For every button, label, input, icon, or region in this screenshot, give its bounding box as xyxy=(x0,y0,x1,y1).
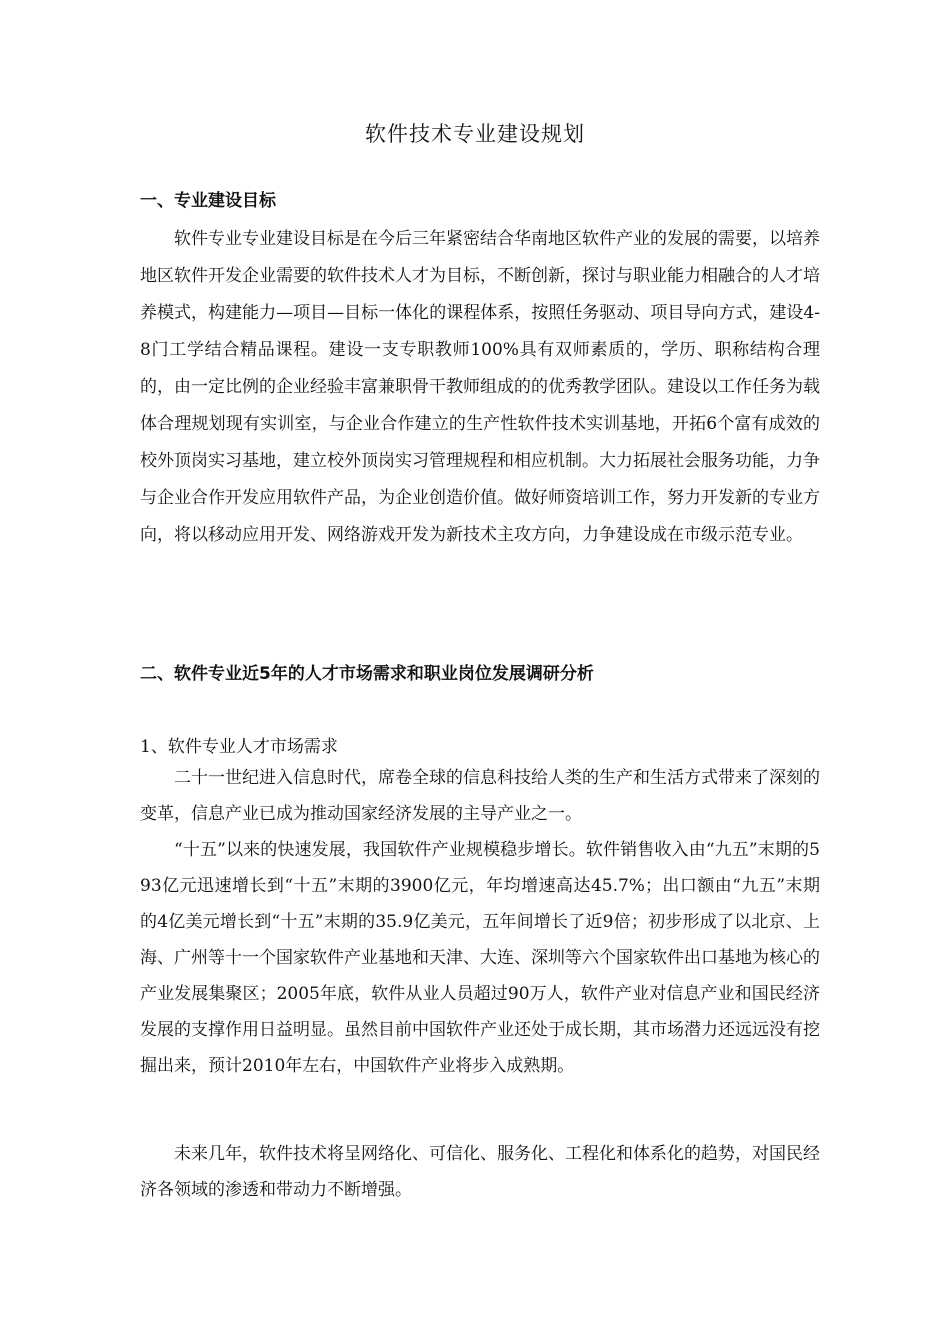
paragraph-future-trends: 未来几年，软件技术将呈网络化、可信化、服务化、工程化和体系化的趋势，对国民经济各领域的渗透和带动力不断增强。 xyxy=(140,1144,820,1200)
paragraph-information-age: 二十一世纪进入信息时代，席卷全球的信息科技给人类的生产和生活方式带来了深刻的变革，信息产业已成为推动国家经济发展的主导产业之一。 xyxy=(140,768,820,824)
section-heading-goals: 一、专业建设目标 xyxy=(140,191,276,211)
section-paragraph-goals: 软件专业专业建设目标是在今后三年紧密结合华南地区软件产业的发展的需要，以培养地区软件开发企业需要的软件技术人才为目标，不断创新，探讨与职业能力相融合的人才培养模式，构建能力—项目—目标一体化的课程体系，按照任务驱动、项目导向方式，建设4-8门工学结合精品课程。建设一支专职教师100%具有双师素质的，学历、职称结构合理的，由一定比例的企业经验丰富兼职骨干教师组成的的优秀教学团队。建设以工作任务为载体合理规划现有实训室，与企业合作建立的生产性软件技术实训基地，开拓6个富有成效的校外顶岗实习基地，建立校外顶岗实习管理规程和相应机制。大力拓展社会服务功能，力争与企业合作开发应用软件产品，为企业创造价值。做好师资培训工作，努力开发新的专业方向，将以移动应用开发、网络游戏开发为新技术主攻方向，力争建设成在市级示范专业。 xyxy=(140,229,820,545)
paragraph-industry-growth: “十五”以来的快速发展，我国软件产业规模稳步增长。软件销售收入由“九五”末期的593亿元迅速增长到“十五”末期的3900亿元，年均增速高达45.7%；出口额由“九五”末期的4亿美元增长到“十五”末期的35.9亿美元，五年间增长了近9倍；初步形成了以北京、上海、广州等十一个国家软件产业基地和天津、大连、深圳等六个国家软件出口基地为核心的产业发展集聚区；2005年底，软件从业人员超过90万人，软件产业对信息产业和国民经济发展的支撑作用日益明显。虽然目前中国软件产业还处于成长期，其市场潜力还远远没有挖掘出来，预计2010年左右，中国软件产业将步入成熟期。 xyxy=(140,840,820,1076)
document-title: 软件技术专业建设规划 xyxy=(365,122,585,146)
section-heading-market-analysis: 二、软件专业近5年的人才市场需求和职业岗位发展调研分析 xyxy=(140,664,594,684)
subsection-heading-market-demand: 1、软件专业人才市场需求 xyxy=(140,737,338,757)
